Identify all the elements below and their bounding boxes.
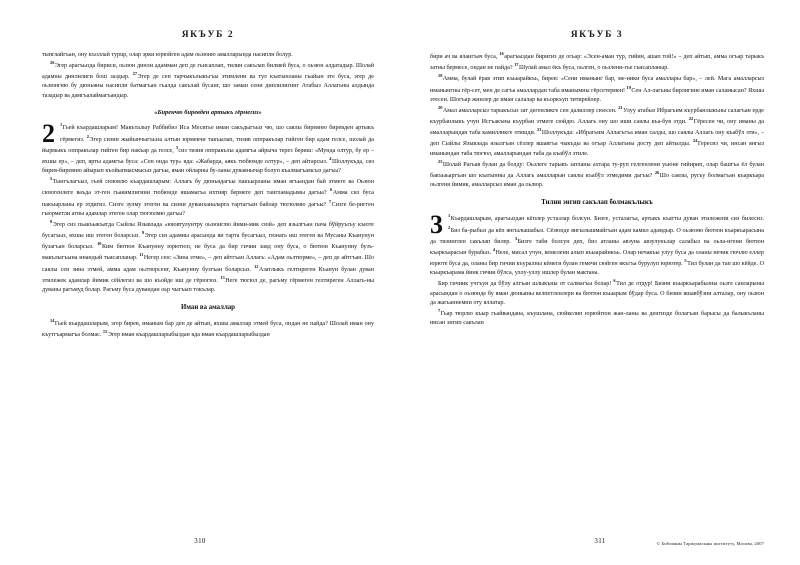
chapter-number: 3	[430, 210, 443, 240]
paragraph: $^{20}$Амал амалларсыз тарыкъсыз зат дегенликге сен далиллер сюесен. $^{21}$Улуу атабыз Ибрагьим къурбанлыкъны салагъан ерде къурбанлыкъ учун Исгъакъны къурбан этмеге сюйдю. Аллагь ону шо иши саялы къа-був этди. $^{22}$Гёресен чи, ону иманы да амалларындан таба камиллнкге этишди. $^{23}$Шоллукъда: «Ибрагьим Аллагьгъа иман салды, шо саялы Аллагь ону къабўл эти», – деп Сыйлы Язывлада язылгъан сёзлер яшавгъа чыкъды ва огъар Аллагьны досту деп айтылды. $^{24}$Гересиз чи, инсан янгыз иманындан таба тюгюл, амалларындан таба да къабўл этиле.	[430, 104, 765, 157]
paragraph: $^1$Къардашларым, арагъыздан кёплер устазлар болсун. Бизге, усталагъа, артыкъ къатты дуван этилежени сиз билесиз. $^2$Биз ба-рыбыз да кёп янгылышабыз. Сёзюнде янгылышмайгъан адам камил адамдыр. О оьзюню бютюн къаркъарасына да тизинглен сакълап билер. $^3$Бизге таби болсун деп, биз атланы авзуна авзулукълар салабыз ва оьла-нгени бютюн къаркъарасын бурабыз. $^4$Неле, мисал учун, кемелени алып къыарайнкъь. Олар нечакъы улуу буса да оланы нечик гючлю еллер юрюте буса да, оланы бир гичии къуралны кёмеги булан гемечи сюйген якъгъа бурулуп юрютер. $^5$Тил булан да тап шо кёйде. О къыркъарама йинк гичии бўлса, уллу-уллу ишлер булан мактана.	[430, 213, 764, 277]
right-page	[400, 0, 800, 565]
chapter-block	[42, 119, 374, 176]
paragraph: тынглайгъан, ону къоллай турup, олар эрки юрюйген адам оьзюню амалларында насиплн болур.	[42, 52, 293, 58]
page-number-left: 310	[194, 537, 206, 545]
paragraph: $^5$Тынгълагъыз, гьей сюювлю къардашларым: Аллагь бу дюньядагъы пакъырланы иман ягъындан бай этмеге ва Оьзюн сююгенлеге ваъда эт-ген гьакимлигини тюбюнде яшамагъа ихтияр бермеге деп тангламадымы дагъы? $^6$Амма сиз буса пакъырланы ер этдигиз. Сизге зулму этеген ва сизни дуванханаларга тартагъан байлар тюгюлмю дагъы? $^7$Сизге бе-ригген гьюрметли атны адамлар этеген олар тюгюлмю дагъы?	[42, 176, 374, 217]
paragraph: $^1$Гьей къардашларым! Макъталыу Раббибиз Иса Месигье иман сакъдыгъыз чю, шо саялы биревню биревден артыкъ гёрмегиз. $^2$Эгер сизин жыйынчыгъыза алтын юрмекчи такъылап, тизив оппракълар гийген бир адам гелсе, шолай да йырмыкъ оппракълар гийген бир пакъар да гелсе, $^3$сиз тизив оппракълы адамгъа айрыча терез бериш: «Мунда олтур, бу ер – яхшы ер», – деп, ярты адамгъа буса: «Сен онда тур» яда: «Жабарда, аякъ тюбюмде олтур», – деп айтарсыз. $^4$Шоллукъда, сиз бирев-биревню айырып къойыпмасмысыз дагъы, яман ойларны бу-ланы дуваянычар болуп къалмагъамсыз дагъы?	[42, 122, 374, 175]
paragraph: $^{18}$Амма, булай ёрав этип къыарайкъь, бирев: «Сени иманынг бар, ме-ники буса амаллары бар», – лей. Мага амалларсыз иманынгны гёр-сет, мен де сагъа амаллардан таба иманымны гёрсетермен! $^{19}$Сен Ал-лагьны бирлигине иман саламысан? Яхшы этесен. Шогъар жинлер де иман салалар ва къоркъуп титирейлер.	[430, 73, 764, 103]
section-heading: Тилни энгип сакълап болмакълыкъ	[541, 199, 653, 207]
paragraph: $^{14}$Гьей къардашларым, эгер бирев, иманым бар деп де айтып, яхшы амаллар этмей буса, ондан не пайда? Шолай иман ону къутгъармагъа болмас. $^{15}$Эгер иман къардашларыбыздан яда иман къардашларыбыздан	[42, 318, 374, 339]
chapter-number: 2	[42, 119, 55, 149]
chapter-block	[430, 210, 764, 278]
left-column-body	[42, 51, 374, 341]
paragraph: бири ач ва ялангъач буса, $^{16}$арагъыздан биригиз де огьар: «Эсен-аман тур, гийин, ашап той!» – деп айтып, амма огъар тарыкъ затны бермесе, ондан не пайда? $^{17}$Шулай амал ёкъ буса, оьлген, о оьзлени-гье гьисапланыр.	[430, 51, 764, 72]
book-gutter	[400, 0, 401, 565]
paragraph: $^{25}$Шолай Рагьав булан да болду: Оьзлеге тарыкъ затланы ахтара ту-руп гелгенлени уьюне гийирип, олар башгъа ёл булан бакъыьаргъан шо къатынны да Аллагь амалларын саялы къабўл этмедими дагъы? $^{26}$Шо саялы, ругьу болмагъан къаркъара оьлгенн йимик, амалларсыз иман да оьлюр.	[430, 158, 764, 188]
section-heading: «Биренчю биревден артыкъ гёрмегиз»	[154, 108, 262, 116]
paragraph: $^7$Гьар тюрлю къыр гьайвандана, къушлана, сюйкелип юрюйгюн жан-ланы ва денгизде болагъан барысы да балыкъланы инсан энгип сакълап	[430, 307, 764, 326]
publisher-imprint: © Библияны Таржумасыны институту, Москва, 2007	[656, 541, 764, 546]
paragraph: $^{26}$Эгер арагъызда бириси, оьзюн динли адамман деп де гьисаплап, тилин сакълап билмей буса, о оьзюн алдатадыр. Шолай адамны динлилиги бош заздыр. $^{27}$Эгер де сен тарчыкълыкъгъы этимлени ва тул къатынланы гьайын эте буса, эгер де оьзюнгню бу дюньяны насиплн батмагъан гьалда сакълай бусанг, шо заман сени динлилигинг Атабыз Аллагьны алдында тазадыр ва дамгъалаймагъандыр.	[42, 60, 374, 99]
section-heading-2: Иман ва амаллар	[181, 304, 235, 312]
running-head-right: ЯКЪУБ 3	[570, 30, 624, 40]
paragraph: $^8$Эгер сиз пьакъыкъатда Сыйлы Язывлада «юювтулунтру оьзюнглю йими-мик сюй» деп язылгъан пача бўйруъгьу къюте бусагъыз, яхшы иш этеген боларсыз. $^9$Эгер сиз адамны арасында яи тарта бусагъыз, гюнагь иш этеген ва Мусаны Къанунун бузагъан боларсыз. $^{10}$Ким бютюн Къанунну юрютюп, не буса да бир гичии заяд ону буса, о бютюн Къанунну бузъ-макълыгъына инандый тьисапланар. $^{11}$Негер сен: «Зина этме», – деп айтгъан Аллагь: «Адам оьлтюрме», – деп де айтгъан. Шо саялы сен зина этмей, амма адам оьлтюрсенг, Къанунну бузгъан боларсыз. $^{12}$Азатлыкъ гелтиреген Къанун булан дуван этилежек адамлар йимик сёйлегиз ва шо къойде иш де гёрюгюз. $^{13}$Неге тюгюл де, рагьму гёрмеген гелтиреген Аллагь-ны дуваны рагъмуд болар. Рагьму буса дувандан оьр чыгъып токълар.	[42, 218, 375, 293]
page-number-right: 311	[594, 537, 606, 545]
right-column-body	[430, 51, 764, 328]
running-head-left: ЯКЪУБ 2	[181, 30, 235, 40]
paragraph: Бир гичиик учгъун да бўлу алгъан шлыкъны от салмагъы болар! $^6$Тил де отдур! Бизни къыркъарабызны оьзге санларыны арасындан о оьзюнде бу яман дюньяны келпетленлери ва бютюн къыарым бўдар буса. О бизин яшавбўзни алталар, ону оьзюн да жагьаннемни оту яллатар.	[430, 278, 765, 306]
